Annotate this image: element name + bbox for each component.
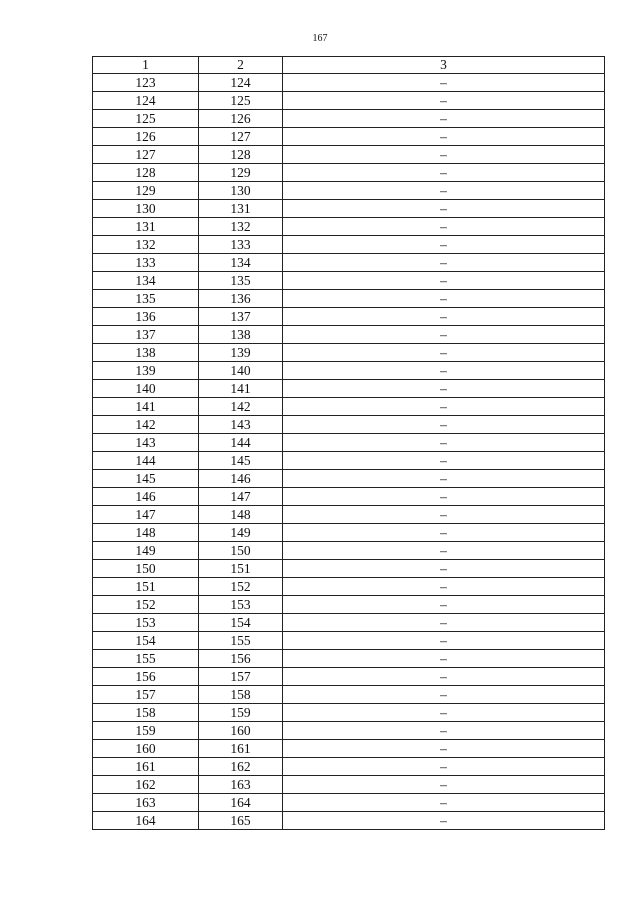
table-row [93,344,605,362]
table-cell-col-2: 131 [199,200,283,218]
table-cell-col-1: 155 [93,650,199,668]
table-cell-col-3: – [283,200,605,218]
table-cell-col-3: – [283,254,605,272]
table-cell-col-1: 149 [93,542,199,560]
table-cell-col-2: 127 [199,128,283,146]
table-row [93,218,605,236]
table-cell-col-2: 160 [199,722,283,740]
table-cell-col-3: – [283,578,605,596]
table-cell-col-1: 141 [93,398,199,416]
table-cell-col-1: 131 [93,218,199,236]
table-cell-col-1: 142 [93,416,199,434]
table-row [93,470,605,488]
table-cell-col-2: 135 [199,272,283,290]
table-row [93,74,605,92]
table-cell-col-2: 136 [199,290,283,308]
table-cell-col-3: – [283,704,605,722]
table-cell-col-1: 123 [93,74,199,92]
table-cell-col-1: 150 [93,560,199,578]
table-cell-col-3: – [283,110,605,128]
table-cell-col-2: 156 [199,650,283,668]
table-cell-col-3: – [283,758,605,776]
table-cell-col-1: 157 [93,686,199,704]
table-cell-col-3: – [283,326,605,344]
table-cell-col-2: 151 [199,560,283,578]
table-cell-col-1: 145 [93,470,199,488]
table-row [93,542,605,560]
table-cell-col-2: 163 [199,776,283,794]
table-row [93,416,605,434]
table-row [93,776,605,794]
table-cell-col-3: – [283,686,605,704]
table-cell-col-2: 155 [199,632,283,650]
table-cell-col-1: 143 [93,434,199,452]
table-cell-col-2: 161 [199,740,283,758]
table-cell-col-3: – [283,488,605,506]
table-cell-col-3: – [283,560,605,578]
table-cell-col-1: 132 [93,236,199,254]
table-row [93,146,605,164]
table-cell-col-1: 152 [93,596,199,614]
table-row [93,578,605,596]
table-cell-col-2: 159 [199,704,283,722]
table-row [93,326,605,344]
table-cell-col-1: 151 [93,578,199,596]
table-cell-col-1: 136 [93,308,199,326]
table-cell-col-3: – [283,524,605,542]
data-table [92,56,605,830]
table-row [93,668,605,686]
table-row [93,794,605,812]
table-cell-col-3: – [283,164,605,182]
table-row [93,704,605,722]
table-cell-col-3: – [283,452,605,470]
table-cell-col-3: – [283,146,605,164]
table-cell-col-1: 140 [93,380,199,398]
table-cell-col-1: 144 [93,452,199,470]
table-cell-col-2: 162 [199,758,283,776]
table-row [93,362,605,380]
table-cell-col-1: 134 [93,272,199,290]
table-cell-col-2: 152 [199,578,283,596]
table-cell-col-3: – [283,722,605,740]
table-cell-col-1: 127 [93,146,199,164]
table-cell-col-2: 142 [199,398,283,416]
table-cell-col-2: 139 [199,344,283,362]
table-cell-col-3: – [283,74,605,92]
table-cell-col-1: 160 [93,740,199,758]
table-cell-col-2: 130 [199,182,283,200]
table-cell-col-1: 146 [93,488,199,506]
column-header-3: 3 [283,57,605,74]
table-row [93,650,605,668]
table-cell-col-1: 130 [93,200,199,218]
table-row [93,722,605,740]
table-row [93,524,605,542]
table-row [93,488,605,506]
table-cell-col-3: – [283,416,605,434]
table-cell-col-2: 157 [199,668,283,686]
table-cell-col-3: – [283,272,605,290]
table-row [93,506,605,524]
table-cell-col-3: – [283,128,605,146]
table-row [93,182,605,200]
table-cell-col-1: 153 [93,614,199,632]
column-header-1: 1 [93,57,199,74]
table-cell-col-1: 125 [93,110,199,128]
table-cell-col-3: – [283,362,605,380]
table-cell-col-2: 126 [199,110,283,128]
table-cell-col-2: 128 [199,146,283,164]
table-cell-col-3: – [283,812,605,830]
table-row [93,380,605,398]
table-cell-col-3: – [283,92,605,110]
table-cell-col-1: 126 [93,128,199,146]
page-number: 167 [312,33,328,44]
table-row [93,758,605,776]
table-cell-col-2: 164 [199,794,283,812]
table-cell-col-2: 144 [199,434,283,452]
table-cell-col-2: 145 [199,452,283,470]
table-row [93,614,605,632]
table-cell-col-2: 147 [199,488,283,506]
table-cell-col-1: 137 [93,326,199,344]
table-row [93,398,605,416]
table-cell-col-1: 147 [93,506,199,524]
table-cell-col-3: – [283,182,605,200]
table-cell-col-3: – [283,218,605,236]
table-cell-col-2: 158 [199,686,283,704]
table-cell-col-1: 124 [93,92,199,110]
table-cell-col-2: 148 [199,506,283,524]
table-cell-col-3: – [283,290,605,308]
table-row [93,452,605,470]
table-row [93,596,605,614]
table-cell-col-1: 129 [93,182,199,200]
table-cell-col-1: 163 [93,794,199,812]
table-cell-col-1: 156 [93,668,199,686]
table-cell-col-1: 128 [93,164,199,182]
table-cell-col-3: – [283,794,605,812]
table-cell-col-2: 150 [199,542,283,560]
table-cell-col-3: – [283,542,605,560]
table-cell-col-1: 162 [93,776,199,794]
table-row [93,740,605,758]
table-cell-col-2: 129 [199,164,283,182]
table-cell-col-2: 140 [199,362,283,380]
table-cell-col-1: 138 [93,344,199,362]
table-row [93,686,605,704]
table-cell-col-3: – [283,506,605,524]
table-cell-col-1: 139 [93,362,199,380]
table-cell-col-3: – [283,398,605,416]
table-cell-col-2: 134 [199,254,283,272]
table-cell-col-3: – [283,776,605,794]
table-row [93,272,605,290]
table-cell-col-3: – [283,344,605,362]
table-cell-col-2: 137 [199,308,283,326]
table-row [93,92,605,110]
table-cell-col-2: 153 [199,596,283,614]
table-row [93,308,605,326]
table-cell-col-3: – [283,740,605,758]
table-cell-col-3: – [283,308,605,326]
table-cell-col-2: 143 [199,416,283,434]
table-cell-col-3: – [283,470,605,488]
table-cell-col-2: 133 [199,236,283,254]
table-cell-col-3: – [283,650,605,668]
table-row [93,164,605,182]
table-row [93,290,605,308]
table-cell-col-1: 133 [93,254,199,272]
table-row [93,812,605,830]
table-cell-col-3: – [283,614,605,632]
table-cell-col-2: 132 [199,218,283,236]
table-cell-col-2: 154 [199,614,283,632]
table-cell-col-1: 154 [93,632,199,650]
table-body [93,74,605,830]
column-header-2: 2 [199,57,283,74]
table-row [93,254,605,272]
table-cell-col-1: 148 [93,524,199,542]
table-cell-col-1: 161 [93,758,199,776]
table-cell-col-2: 146 [199,470,283,488]
table-row [93,110,605,128]
table-cell-col-1: 159 [93,722,199,740]
table-row [93,560,605,578]
table-row [93,128,605,146]
table-cell-col-2: 124 [199,74,283,92]
table-cell-col-2: 138 [199,326,283,344]
table-cell-col-1: 158 [93,704,199,722]
table-row [93,632,605,650]
table-cell-col-3: – [283,632,605,650]
table-row [93,236,605,254]
table-cell-col-3: – [283,668,605,686]
table-cell-col-1: 135 [93,290,199,308]
table-cell-col-2: 165 [199,812,283,830]
table-cell-col-1: 164 [93,812,199,830]
table-row [93,434,605,452]
table-cell-col-2: 125 [199,92,283,110]
table-header-row [93,57,605,74]
table-row [93,200,605,218]
table-cell-col-2: 141 [199,380,283,398]
table-cell-col-3: – [283,596,605,614]
table-cell-col-3: – [283,236,605,254]
table-cell-col-2: 149 [199,524,283,542]
table-cell-col-3: – [283,380,605,398]
table-cell-col-3: – [283,434,605,452]
